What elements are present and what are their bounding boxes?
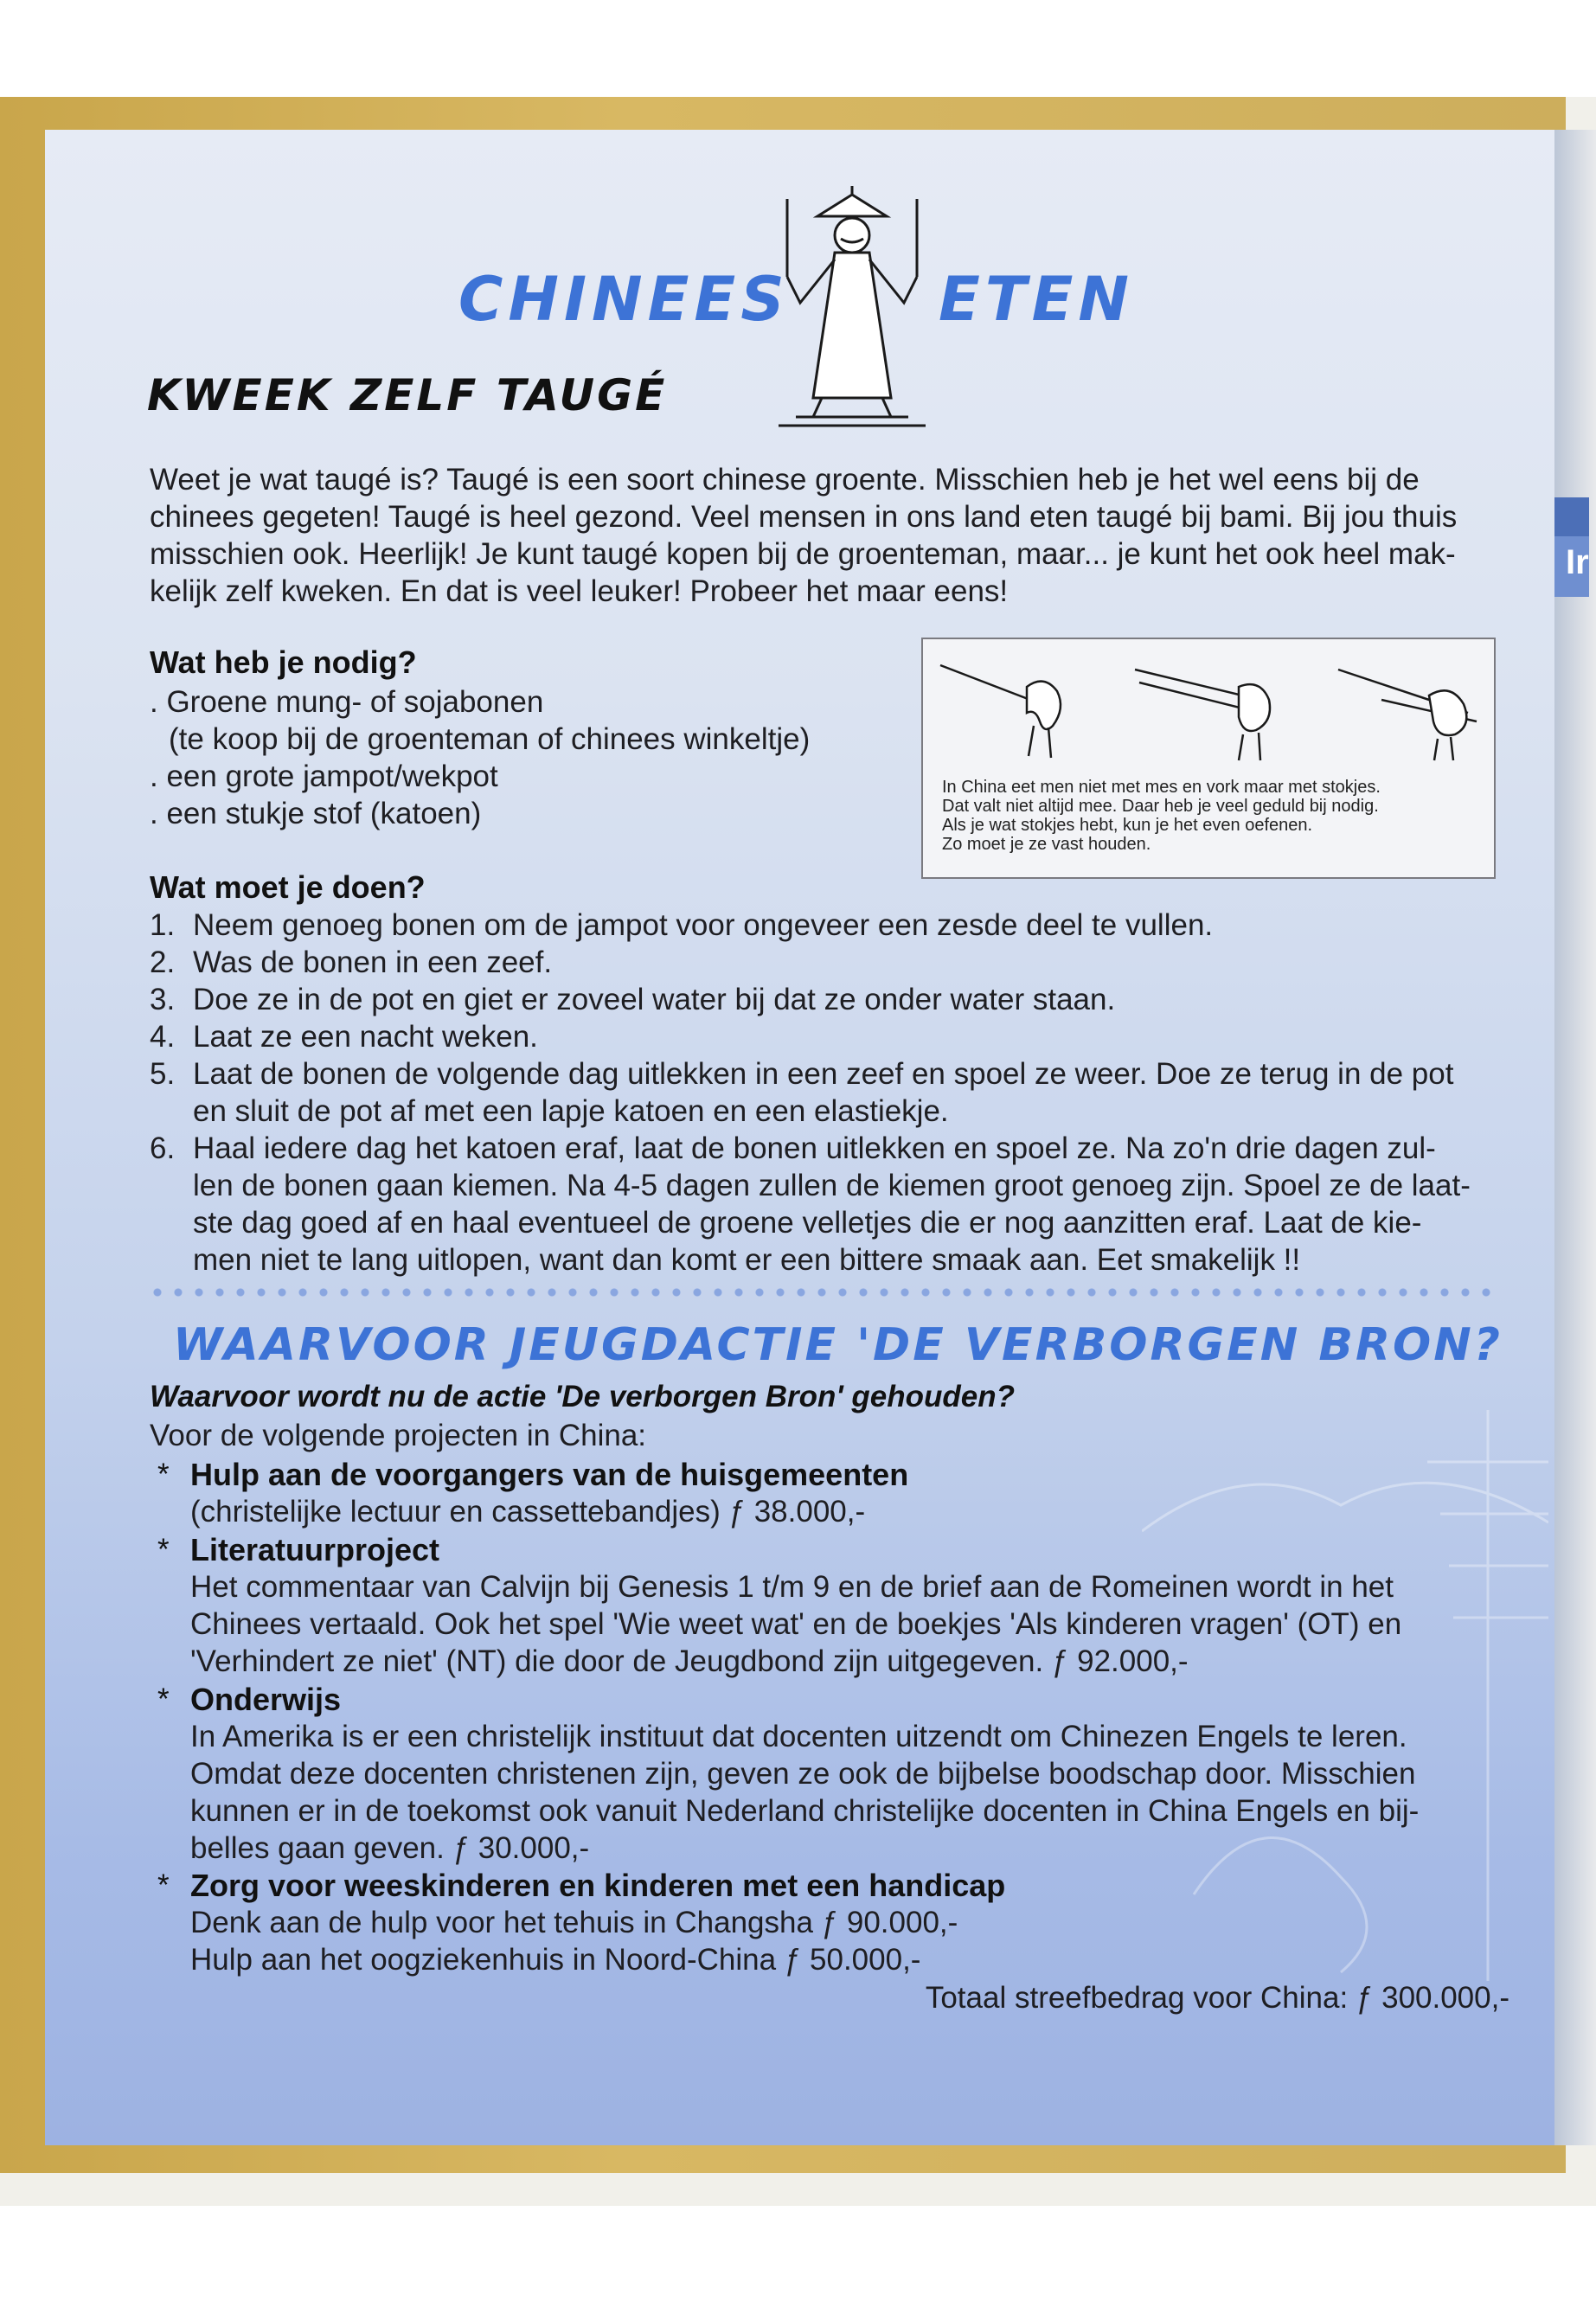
intro-line: Weet je wat taugé is? Taugé is een soort chinese groente. Misschien heb je het wel eens bij de [150, 463, 1420, 497]
project-heading: Hulp aan de voorgangers van de huisgemeenten [190, 1457, 909, 1492]
project-line: In Amerika is er een christelijk instituut dat docenten uitzendt om Chinezen Engels te leren. [190, 1720, 1407, 1753]
intro-line: misschien ook. Heerlijk! Je kunt taugé kopen bij de groenteman, maar... je kunt het ook heel mak- [150, 537, 1456, 571]
bullet-star: * [157, 1682, 170, 1716]
chopsticks-illustration [932, 648, 1485, 769]
project-line: Omdat deze docenten christenen zijn, geven ze ook de bijbelse boodschap door. Misschien [190, 1757, 1416, 1791]
needs-list [150, 683, 911, 832]
caption-line: Als je wat stokjes hebt, kun je het even oefenen. [942, 816, 1313, 835]
bullet-star: * [157, 1533, 170, 1567]
bullet-star: * [157, 1458, 170, 1491]
step-number: 5. [150, 1057, 176, 1091]
intro-line: chinees gegeten! Taugé is heel gezond. Veel mensen in ons land eten taugé bij bami. Bij jou thuis [150, 500, 1458, 534]
project-heading: Literatuurproject [190, 1532, 440, 1567]
title-chinees: CHINEES [458, 264, 790, 335]
bullet-star: * [157, 1868, 170, 1902]
step-line: men niet te lang uitlopen, want dan komt er een bittere smaak aan. Eet smakelijk !! [193, 1243, 1301, 1277]
step-line: Laat de bonen de volgende dag uitlekken in een zeef en spoel ze weer. Doe ze terug in de pot [193, 1057, 1454, 1091]
step-line: len de bonen gaan kiemen. Na 4-5 dagen zullen de kiemen groot genoeg zijn. Spoel ze de laat- [193, 1169, 1471, 1202]
step-number: 3. [150, 983, 176, 1016]
project-line: Chinees vertaald. Ook het spel 'Wie weet wat' en de boekjes 'Als kinderen vragen' (OT) en [190, 1607, 1402, 1641]
project-line: (christelijke lectuur en cassettebandjes) ƒ 38.000,- [190, 1495, 866, 1529]
project-item [157, 1867, 1505, 1978]
chopsticks-box [921, 638, 1496, 879]
project-line: Het commentaar van Calvijn bij Genesis 1 t/m 9 en de brief aan de Romeinen wordt in het [190, 1570, 1394, 1604]
steps-list [150, 907, 1508, 1279]
step-line: Doe ze in de pot en giet er zoveel water bij dat ze onder water staan. [193, 983, 1116, 1016]
step-line: Laat ze een nacht weken. [193, 1020, 538, 1054]
needs-item: (te koop bij de groenteman of chinees winkeltje) [169, 722, 811, 756]
needs-item: . een grote jampot/wekpot [150, 760, 498, 793]
project-line: kunnen er in de toekomst ook vanuit Nederland christelijke docenten in China Engels en bij- [190, 1794, 1420, 1828]
step-line: en sluit de pot af met een lapje katoen en een elastiekje. [193, 1094, 949, 1128]
step-line: Neem genoeg bonen om de jampot voor ongeveer een zesde deel te vullen. [193, 908, 1214, 942]
intro-paragraph [150, 461, 1508, 610]
step-number: 4. [150, 1020, 176, 1054]
step-item [150, 1130, 1508, 1279]
chopsticks-caption [942, 778, 1487, 854]
step-item [150, 1055, 1508, 1130]
step-item [150, 944, 1508, 981]
project-line: Denk aan de hulp voor het tehuis in Changsha ƒ 90.000,- [190, 1906, 958, 1939]
project-heading: Onderwijs [190, 1682, 342, 1717]
caption-line: In China eet men niet met mes en vork maar met stokjes. [942, 778, 1381, 797]
section2-intro: Voor de volgende projecten in China: [150, 1419, 647, 1452]
project-line: belles gaan geven. ƒ 30.000,- [190, 1831, 590, 1865]
section2-title: WAARVOOR JEUGDACTIE 'DE VERBORGEN BRON? [173, 1319, 1503, 1371]
needs-item: . Groene mung- of sojabonen [150, 685, 544, 719]
caption-line: Dat valt niet altijd mee. Daar heb je veel geduld bij nodig. [942, 797, 1379, 816]
chinese-man-illustration [761, 182, 943, 433]
steps-heading: Wat moet je doen? [150, 869, 426, 905]
step-item [150, 1018, 1508, 1055]
total-amount: Totaal streefbedrag voor China: ƒ 300.000,- [925, 1981, 1509, 2015]
project-line: Hulp aan het oogziekenhuis in Noord-China ƒ 50.000,- [190, 1943, 921, 1977]
needs-item: . een stukje stof (katoen) [150, 797, 482, 830]
side-tab-text: Ir [1566, 543, 1589, 581]
step-line: Haal iedere dag het katoen eraf, laat de bonen uitlekken en spoel ze. Na zo'n drie dagen zul- [193, 1131, 1436, 1165]
step-item [150, 981, 1508, 1018]
project-item [157, 1456, 1505, 1530]
project-item [157, 1531, 1505, 1680]
section2-question: Waarvoor wordt nu de actie 'De verborgen Bron' gehouden? [150, 1380, 1016, 1413]
project-heading: Zorg voor weeskinderen en kinderen met een handicap [190, 1868, 1006, 1903]
step-line: Was de bonen in een zeef. [193, 945, 553, 979]
needs-heading: Wat heb je nodig? [150, 644, 417, 680]
next-page-edge [1554, 130, 1596, 2145]
step-number: 2. [150, 945, 176, 979]
title-eten: ETEN [939, 264, 1134, 335]
project-line: 'Verhindert ze niet' (NT) die door de Jeugdbond zijn uitgegeven. ƒ 92.000,- [190, 1644, 1189, 1678]
intro-line: kelijk zelf kweken. En dat is veel leuker! Probeer het maar eens! [150, 574, 1009, 608]
step-item [150, 907, 1508, 944]
caption-line: Zo moet je ze vast houden. [942, 835, 1151, 854]
dotted-divider [147, 1287, 1497, 1298]
step-number: 1. [150, 908, 176, 942]
subtitle-kweek-zelf-tauge: KWEEK ZELF TAUGÉ [147, 370, 668, 420]
step-line: ste dag goed af en haal eventueel de groene velletjes die er nog aanzitten eraf. Laat de kie- [193, 1206, 1422, 1240]
project-item [157, 1681, 1505, 1867]
step-number: 6. [150, 1131, 176, 1165]
